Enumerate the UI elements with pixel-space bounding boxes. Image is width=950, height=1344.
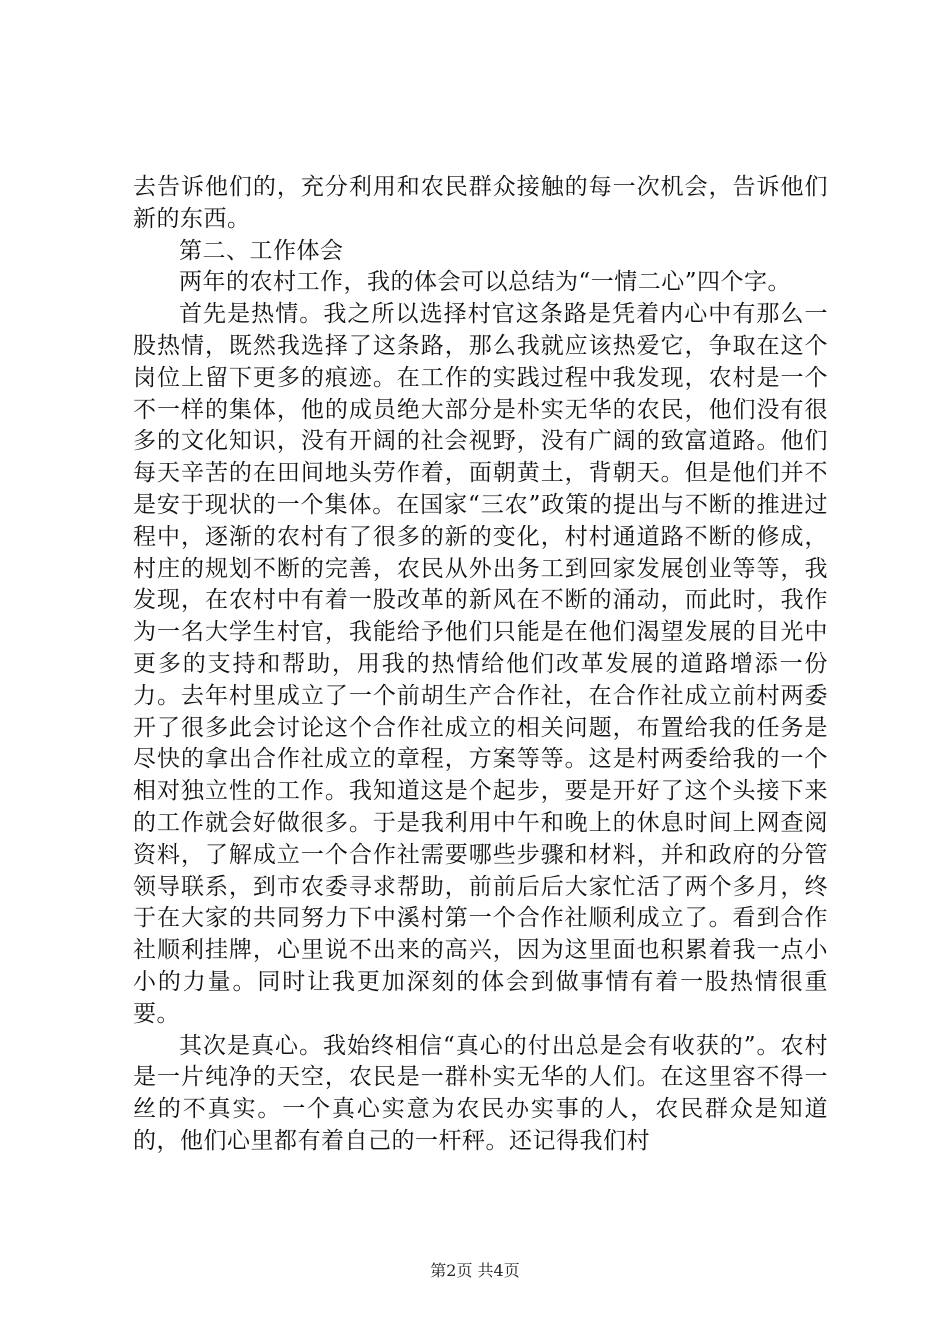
section-heading: 第二、工作体会 xyxy=(179,237,344,264)
paragraph-enthusiasm: 首先是热情。我之所以选择村官这条路是凭着内心中有那么一股热情，既然我选择了这条路，那么我就应该热爱它，争取在这个岗位上留下更多的痕迹。在工作的实践过程中我发现，农村是一个不一样的集体，他的成员绝大部分是朴实无华的农民，他们没有很多的文化知识，没有开阔的社会视野，没有广阔的致富道路。他们每天辛苦的在田间地头劳作着，面朝黄土，背朝天。但是他们并不是安于现状的一个集体。在国家“三农”政策的提出与不断的推进过程中，逐渐的农村有了很多的新的变化，村村通道路不断的修成，村庄的规划不断的完善，农民从外出务工到回家发展创业等等，我发现，在农村中有着一股改革的新风在不断的涌动，而此时，我作为一名大学生村官，我能给予他们只能是在他们渴望发展的目光中更多的支持和帮助，用我的热情给他们改革发展的道路增添一份力。去年村里成立了一个前胡生产合作社，在合作社成立前村两委开了很多此会讨论这个合作社成立的相关问题，布置给我的任务是尽快的拿出合作社成立的章程，方案等等。这是村两委给我的一个相对独立性的工作。我知道这是个起步，要是开好了这个头接下来的工作就会好做很多。于是我利用中午和晚上的休息时间上网查阅资料，了解成立一个合作社需要哪些步骤和材料，并和政府的分管领导联系，到市农委寻求帮助，前前后后大家忙活了两个多月，终于在大家的共同努力下中溪村第一个合作社顺利成立了。看到合作社顺利挂牌，心里说不出来的高兴，因为这里面也积累着我一点小小的力量。同时让我更加深刻的体会到做事情有着一股热情很重要。 xyxy=(133,301,828,1027)
paragraph-summary: 两年的农村工作，我的体会可以总结为“一情二心”四个字。 xyxy=(179,269,792,296)
document-body xyxy=(133,172,828,1158)
paragraph-sincerity: 其次是真心。我始终相信“真心的付出总是会有收获的”。农村是一片纯净的天空，农民是一群朴实无华的人们。在这里容不得一丝的不真实。一个真心实意为农民办实事的人，农民群众是知道的，他们心里都有着自己的一杆秤。还记得我们村 xyxy=(133,1032,828,1154)
page-footer xyxy=(0,1258,950,1281)
paragraph-continuation: 去告诉他们的，充分利用和农民群众接触的每一次机会，告诉他们新的东西。 xyxy=(133,174,828,232)
page-number: 第2页 共4页 xyxy=(430,1261,520,1280)
